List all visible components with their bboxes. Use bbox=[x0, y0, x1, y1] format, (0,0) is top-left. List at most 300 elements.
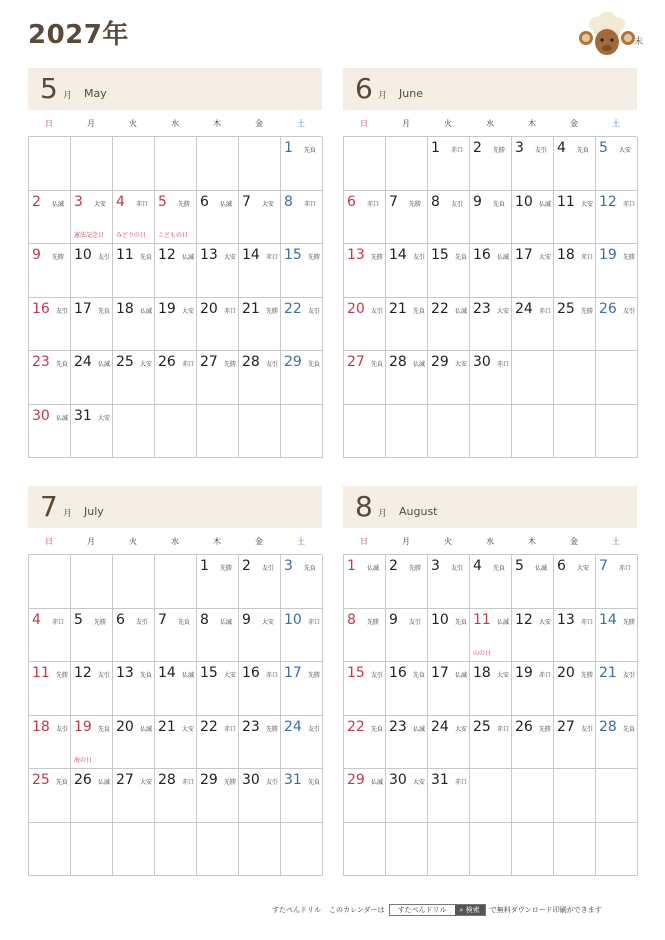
rokuyo-label: 友引 bbox=[266, 779, 279, 786]
rokuyo-label: 大安 bbox=[497, 307, 510, 315]
day-number: 13 bbox=[200, 247, 218, 263]
rokuyo-label: 先負 bbox=[98, 307, 111, 315]
day-number: 5 bbox=[515, 558, 524, 574]
zodiac-label: 未 bbox=[634, 37, 644, 47]
day-cell bbox=[29, 662, 71, 716]
day-number: 3 bbox=[74, 193, 83, 210]
day-number: 6 bbox=[557, 558, 566, 574]
day-number: 1 bbox=[200, 558, 209, 574]
day-number: 21 bbox=[599, 665, 617, 681]
day-cell bbox=[554, 191, 596, 245]
rokuyo-label: 先負 bbox=[98, 725, 111, 733]
day-number: 10 bbox=[515, 193, 533, 210]
day-cell bbox=[197, 823, 239, 877]
day-cell bbox=[428, 823, 470, 877]
day-cell bbox=[554, 405, 596, 459]
day-number: 13 bbox=[557, 611, 575, 628]
day-cell bbox=[470, 609, 512, 663]
day-number: 29 bbox=[431, 354, 449, 370]
day-cell bbox=[113, 662, 155, 716]
day-cell bbox=[197, 351, 239, 405]
rokuyo-label: 仏滅 bbox=[535, 565, 548, 572]
day-cell bbox=[344, 555, 386, 609]
day-cell bbox=[239, 351, 281, 405]
day-cell bbox=[554, 137, 596, 191]
weekday-row bbox=[343, 110, 637, 136]
weekday-thu: 木 bbox=[528, 118, 536, 128]
day-cell bbox=[281, 351, 323, 405]
month-kanji: 月 bbox=[378, 509, 388, 519]
rokuyo-label: 大安 bbox=[262, 618, 275, 626]
day-cell bbox=[71, 662, 113, 716]
day-cell bbox=[71, 769, 113, 823]
weekday-sun: 日 bbox=[360, 536, 368, 546]
day-cell bbox=[155, 298, 197, 352]
rokuyo-label: 友引 bbox=[409, 618, 422, 626]
rokuyo-label: 大安 bbox=[577, 565, 590, 572]
day-number: 20 bbox=[557, 665, 575, 681]
day-number: 12 bbox=[599, 193, 617, 210]
rokuyo-label: 赤口 bbox=[304, 200, 317, 208]
calendar-grid bbox=[343, 554, 637, 876]
day-cell bbox=[596, 555, 638, 609]
rokuyo-label: 赤口 bbox=[455, 779, 468, 786]
day-number: 18 bbox=[473, 665, 491, 681]
month-english: July bbox=[84, 505, 104, 518]
day-number: 25 bbox=[473, 718, 491, 735]
day-number: 15 bbox=[200, 665, 218, 681]
day-number: 17 bbox=[431, 665, 449, 681]
day-cell bbox=[512, 191, 554, 245]
rokuyo-label: 大安 bbox=[224, 254, 237, 261]
day-cell bbox=[596, 716, 638, 770]
month-kanji: 月 bbox=[63, 509, 73, 519]
rokuyo-label: 仏滅 bbox=[413, 361, 426, 368]
day-cell bbox=[512, 137, 554, 191]
day-cell bbox=[470, 716, 512, 770]
rokuyo-label: 友引 bbox=[623, 672, 636, 679]
rokuyo-label: 先勝 bbox=[409, 200, 422, 208]
rokuyo-label: 先負 bbox=[413, 307, 426, 315]
footer-brand: すたぺんドリル bbox=[272, 906, 321, 914]
day-cell bbox=[596, 137, 638, 191]
rokuyo-label: 大安 bbox=[455, 725, 468, 733]
day-cell bbox=[71, 351, 113, 405]
day-number: 23 bbox=[32, 354, 50, 370]
rokuyo-label: 仏滅 bbox=[413, 725, 426, 733]
day-number: 4 bbox=[557, 140, 566, 156]
month-header bbox=[343, 68, 637, 110]
day-number: 3 bbox=[284, 558, 293, 574]
rokuyo-label: 赤口 bbox=[266, 254, 279, 261]
weekday-tue: 火 bbox=[444, 536, 452, 546]
day-number: 21 bbox=[389, 300, 407, 317]
day-number: 24 bbox=[515, 300, 533, 317]
rokuyo-label: 赤口 bbox=[136, 200, 149, 208]
day-cell bbox=[29, 137, 71, 191]
day-cell bbox=[197, 191, 239, 245]
day-cell bbox=[239, 769, 281, 823]
rokuyo-label: 赤口 bbox=[182, 779, 195, 786]
month-june bbox=[343, 68, 637, 458]
rokuyo-label: 大安 bbox=[539, 618, 552, 626]
rokuyo-label: 先勝 bbox=[371, 254, 384, 261]
day-number: 6 bbox=[347, 193, 356, 210]
rokuyo-label: 先負 bbox=[371, 361, 384, 368]
day-cell bbox=[281, 405, 323, 459]
rokuyo-label: 友引 bbox=[451, 200, 464, 208]
day-cell bbox=[596, 244, 638, 298]
day-cell bbox=[197, 609, 239, 663]
rokuyo-label: 友引 bbox=[308, 725, 321, 733]
day-number: 28 bbox=[158, 772, 176, 788]
rokuyo-label: 友引 bbox=[98, 254, 111, 261]
day-number: 9 bbox=[32, 247, 41, 263]
day-number: 4 bbox=[116, 193, 125, 210]
day-cell bbox=[512, 716, 554, 770]
day-number: 2 bbox=[389, 558, 398, 574]
day-number: 1 bbox=[284, 140, 293, 156]
day-number: 17 bbox=[515, 247, 533, 263]
day-number: 22 bbox=[347, 718, 365, 735]
rokuyo-label: 先負 bbox=[140, 254, 153, 261]
rokuyo-label: 仏滅 bbox=[98, 361, 111, 368]
rokuyo-label: 先勝 bbox=[623, 618, 636, 626]
footer-text-after: で無料ダウンロード印刷ができます bbox=[489, 906, 602, 914]
day-cell bbox=[29, 609, 71, 663]
day-number: 20 bbox=[116, 718, 134, 735]
day-cell bbox=[71, 555, 113, 609]
day-cell bbox=[554, 351, 596, 405]
rokuyo-label: 大安 bbox=[497, 672, 510, 679]
rokuyo-label: 仏滅 bbox=[497, 254, 510, 261]
rokuyo-label: 仏滅 bbox=[182, 254, 195, 261]
day-number: 21 bbox=[242, 300, 260, 317]
day-cell bbox=[428, 298, 470, 352]
holiday-label: 山の日 bbox=[473, 650, 492, 657]
rokuyo-label: 友引 bbox=[308, 307, 321, 315]
day-cell bbox=[428, 137, 470, 191]
day-number: 17 bbox=[74, 300, 92, 317]
day-number: 23 bbox=[473, 300, 491, 317]
weekday-wed: 水 bbox=[171, 118, 179, 128]
day-cell bbox=[239, 716, 281, 770]
rokuyo-label: 赤口 bbox=[224, 725, 237, 733]
day-number: 27 bbox=[200, 354, 218, 370]
rokuyo-label: 赤口 bbox=[266, 672, 279, 679]
weekday-sat: 土 bbox=[612, 536, 620, 546]
rokuyo-label: 仏滅 bbox=[371, 779, 384, 786]
day-cell bbox=[281, 609, 323, 663]
day-cell bbox=[344, 191, 386, 245]
rokuyo-label: 友引 bbox=[136, 618, 149, 626]
day-number: 30 bbox=[242, 772, 260, 788]
day-cell bbox=[155, 769, 197, 823]
day-cell bbox=[554, 769, 596, 823]
day-number: 7 bbox=[599, 558, 608, 574]
day-cell bbox=[113, 351, 155, 405]
day-cell bbox=[386, 769, 428, 823]
day-cell bbox=[113, 405, 155, 459]
rokuyo-label: 先勝 bbox=[178, 200, 191, 208]
day-number: 21 bbox=[158, 718, 176, 735]
weekday-mon: 月 bbox=[402, 118, 410, 128]
day-number: 18 bbox=[116, 300, 134, 317]
month-english: May bbox=[84, 87, 107, 100]
day-number: 25 bbox=[116, 354, 134, 370]
weekday-wed: 水 bbox=[171, 536, 179, 546]
day-number: 29 bbox=[200, 772, 218, 788]
day-cell bbox=[470, 662, 512, 716]
day-number: 5 bbox=[158, 193, 167, 210]
rokuyo-label: 先勝 bbox=[367, 618, 380, 626]
day-cell bbox=[386, 555, 428, 609]
day-cell bbox=[239, 662, 281, 716]
weekday-sun: 日 bbox=[360, 118, 368, 128]
day-cell bbox=[386, 298, 428, 352]
rokuyo-label: 大安 bbox=[140, 361, 153, 368]
day-cell bbox=[470, 191, 512, 245]
day-cell bbox=[155, 555, 197, 609]
day-number: 10 bbox=[284, 611, 302, 628]
weekday-fri: 金 bbox=[255, 118, 263, 128]
rokuyo-label: 仏滅 bbox=[140, 725, 153, 733]
day-cell bbox=[155, 716, 197, 770]
day-number: 31 bbox=[74, 407, 92, 424]
day-number: 9 bbox=[473, 193, 482, 210]
weekday-wed: 水 bbox=[486, 536, 494, 546]
rokuyo-label: 先勝 bbox=[308, 672, 321, 679]
rokuyo-label: 仏滅 bbox=[56, 414, 69, 422]
rokuyo-label: 先勝 bbox=[493, 147, 506, 154]
day-number: 14 bbox=[599, 611, 617, 628]
day-cell bbox=[239, 405, 281, 459]
day-cell bbox=[386, 823, 428, 877]
day-cell bbox=[239, 191, 281, 245]
rokuyo-label: 赤口 bbox=[367, 200, 380, 208]
day-number: 26 bbox=[74, 772, 92, 788]
day-cell bbox=[428, 191, 470, 245]
day-number: 25 bbox=[32, 772, 50, 788]
weekday-sat: 土 bbox=[297, 536, 305, 546]
month-header bbox=[28, 68, 322, 110]
rokuyo-label: 友引 bbox=[623, 307, 636, 315]
day-cell bbox=[386, 351, 428, 405]
day-number: 16 bbox=[473, 247, 491, 263]
day-cell bbox=[155, 244, 197, 298]
day-number: 9 bbox=[389, 611, 398, 628]
day-cell bbox=[113, 609, 155, 663]
day-cell bbox=[512, 244, 554, 298]
search-text: すたぺんドリル bbox=[397, 906, 447, 914]
day-cell bbox=[281, 244, 323, 298]
rokuyo-label: 先勝 bbox=[623, 254, 636, 261]
day-number: 24 bbox=[74, 354, 92, 370]
weekday-row bbox=[28, 528, 322, 554]
calendar-grid bbox=[28, 554, 322, 876]
day-number: 29 bbox=[284, 354, 302, 370]
day-number: 8 bbox=[431, 193, 440, 210]
day-number: 27 bbox=[116, 772, 134, 788]
day-cell bbox=[596, 351, 638, 405]
day-cell bbox=[71, 609, 113, 663]
day-cell bbox=[512, 609, 554, 663]
day-cell bbox=[386, 244, 428, 298]
day-cell bbox=[386, 191, 428, 245]
day-cell bbox=[71, 298, 113, 352]
day-cell bbox=[512, 769, 554, 823]
day-number: 16 bbox=[389, 665, 407, 681]
day-number: 31 bbox=[284, 772, 302, 788]
rokuyo-label: 先勝 bbox=[266, 725, 279, 733]
day-number: 12 bbox=[74, 665, 92, 681]
rokuyo-label: 仏滅 bbox=[52, 200, 65, 208]
day-cell bbox=[512, 405, 554, 459]
rokuyo-label: 友引 bbox=[371, 307, 384, 315]
search-box[interactable] bbox=[389, 904, 486, 916]
weekday-fri: 金 bbox=[570, 536, 578, 546]
weekday-mon: 月 bbox=[87, 536, 95, 546]
weekday-fri: 金 bbox=[255, 536, 263, 546]
day-cell bbox=[281, 555, 323, 609]
rokuyo-label: 赤口 bbox=[619, 565, 632, 572]
calendar-grid bbox=[28, 136, 322, 458]
day-number: 23 bbox=[389, 718, 407, 735]
weekday-tue: 火 bbox=[444, 118, 452, 128]
rokuyo-label: 先負 bbox=[140, 672, 153, 679]
rokuyo-label: 大安 bbox=[98, 414, 111, 422]
weekday-mon: 月 bbox=[87, 118, 95, 128]
day-cell bbox=[470, 351, 512, 405]
day-cell bbox=[239, 298, 281, 352]
day-cell bbox=[29, 244, 71, 298]
rokuyo-label: 仏滅 bbox=[367, 565, 380, 572]
day-cell bbox=[554, 298, 596, 352]
rokuyo-label: 赤口 bbox=[224, 307, 237, 315]
day-cell bbox=[29, 555, 71, 609]
day-cell bbox=[155, 662, 197, 716]
rokuyo-label: 先勝 bbox=[224, 779, 237, 786]
rokuyo-label: 先勝 bbox=[94, 618, 107, 626]
rokuyo-label: 先勝 bbox=[56, 672, 69, 679]
rokuyo-label: 先勝 bbox=[266, 307, 279, 315]
day-cell bbox=[428, 555, 470, 609]
holiday-label: 憲法記念日 bbox=[74, 232, 105, 239]
day-cell bbox=[197, 662, 239, 716]
rokuyo-label: 赤口 bbox=[451, 147, 464, 154]
day-number: 19 bbox=[515, 665, 533, 681]
search-button[interactable] bbox=[455, 905, 485, 915]
rokuyo-label: 赤口 bbox=[581, 254, 594, 261]
day-cell bbox=[470, 137, 512, 191]
rokuyo-label: 先負 bbox=[413, 672, 426, 679]
day-number: 8 bbox=[347, 611, 356, 628]
day-cell bbox=[281, 769, 323, 823]
day-number: 23 bbox=[242, 718, 260, 735]
day-cell bbox=[71, 716, 113, 770]
rokuyo-label: 赤口 bbox=[539, 672, 552, 679]
day-cell bbox=[470, 405, 512, 459]
weekday-sat: 土 bbox=[612, 118, 620, 128]
rokuyo-label: 大安 bbox=[619, 147, 632, 154]
weekday-thu: 木 bbox=[213, 536, 221, 546]
rokuyo-label: 先負 bbox=[308, 779, 321, 786]
day-cell bbox=[428, 609, 470, 663]
day-number: 2 bbox=[473, 140, 482, 156]
weekday-wed: 水 bbox=[486, 118, 494, 128]
rokuyo-label: 先勝 bbox=[52, 254, 65, 261]
rokuyo-label: 先負 bbox=[304, 147, 317, 154]
day-cell bbox=[29, 823, 71, 877]
day-cell bbox=[155, 191, 197, 245]
weekday-row bbox=[343, 528, 637, 554]
day-number: 11 bbox=[473, 611, 491, 628]
holiday-label: 海の日 bbox=[74, 757, 93, 764]
rokuyo-label: 仏滅 bbox=[140, 307, 153, 315]
weekday-thu: 木 bbox=[528, 536, 536, 546]
weekday-sun: 日 bbox=[45, 118, 53, 128]
holiday-label: みどりの日 bbox=[116, 232, 147, 239]
day-cell bbox=[596, 405, 638, 459]
day-cell bbox=[470, 555, 512, 609]
rokuyo-label: 大安 bbox=[413, 779, 426, 786]
rokuyo-label: 赤口 bbox=[497, 361, 510, 368]
day-number: 10 bbox=[431, 611, 449, 628]
day-number: 19 bbox=[599, 247, 617, 263]
day-number: 4 bbox=[32, 611, 41, 628]
day-cell bbox=[596, 298, 638, 352]
month-may bbox=[28, 68, 322, 458]
rokuyo-label: 先負 bbox=[455, 618, 468, 626]
day-number: 13 bbox=[116, 665, 134, 681]
day-cell bbox=[281, 298, 323, 352]
day-cell bbox=[71, 137, 113, 191]
rokuyo-label: 大安 bbox=[262, 200, 275, 208]
day-cell bbox=[344, 137, 386, 191]
rokuyo-label: 仏滅 bbox=[455, 672, 468, 679]
day-cell bbox=[554, 662, 596, 716]
day-cell bbox=[344, 405, 386, 459]
month-number: 8 bbox=[355, 490, 373, 523]
day-cell bbox=[596, 609, 638, 663]
weekday-sat: 土 bbox=[297, 118, 305, 128]
day-number: 13 bbox=[347, 247, 365, 263]
day-cell bbox=[197, 555, 239, 609]
day-cell bbox=[344, 244, 386, 298]
day-cell bbox=[155, 823, 197, 877]
rokuyo-label: 先勝 bbox=[308, 254, 321, 261]
day-number: 26 bbox=[158, 354, 176, 370]
day-cell bbox=[554, 716, 596, 770]
day-number: 9 bbox=[242, 611, 251, 628]
day-cell bbox=[428, 769, 470, 823]
rokuyo-label: 先負 bbox=[56, 779, 69, 786]
calendar-grid bbox=[343, 136, 637, 458]
month-header bbox=[28, 486, 322, 528]
day-cell bbox=[155, 405, 197, 459]
day-cell bbox=[344, 662, 386, 716]
day-number: 28 bbox=[242, 354, 260, 370]
rokuyo-label: 赤口 bbox=[539, 307, 552, 315]
day-cell bbox=[29, 351, 71, 405]
day-number: 24 bbox=[284, 718, 302, 735]
footer-text-before: このカレンダーは bbox=[329, 906, 385, 914]
rokuyo-label: 赤口 bbox=[581, 618, 594, 626]
day-number: 20 bbox=[200, 300, 218, 317]
weekday-tue: 火 bbox=[129, 536, 137, 546]
day-number: 26 bbox=[515, 718, 533, 735]
day-number: 14 bbox=[158, 665, 176, 681]
